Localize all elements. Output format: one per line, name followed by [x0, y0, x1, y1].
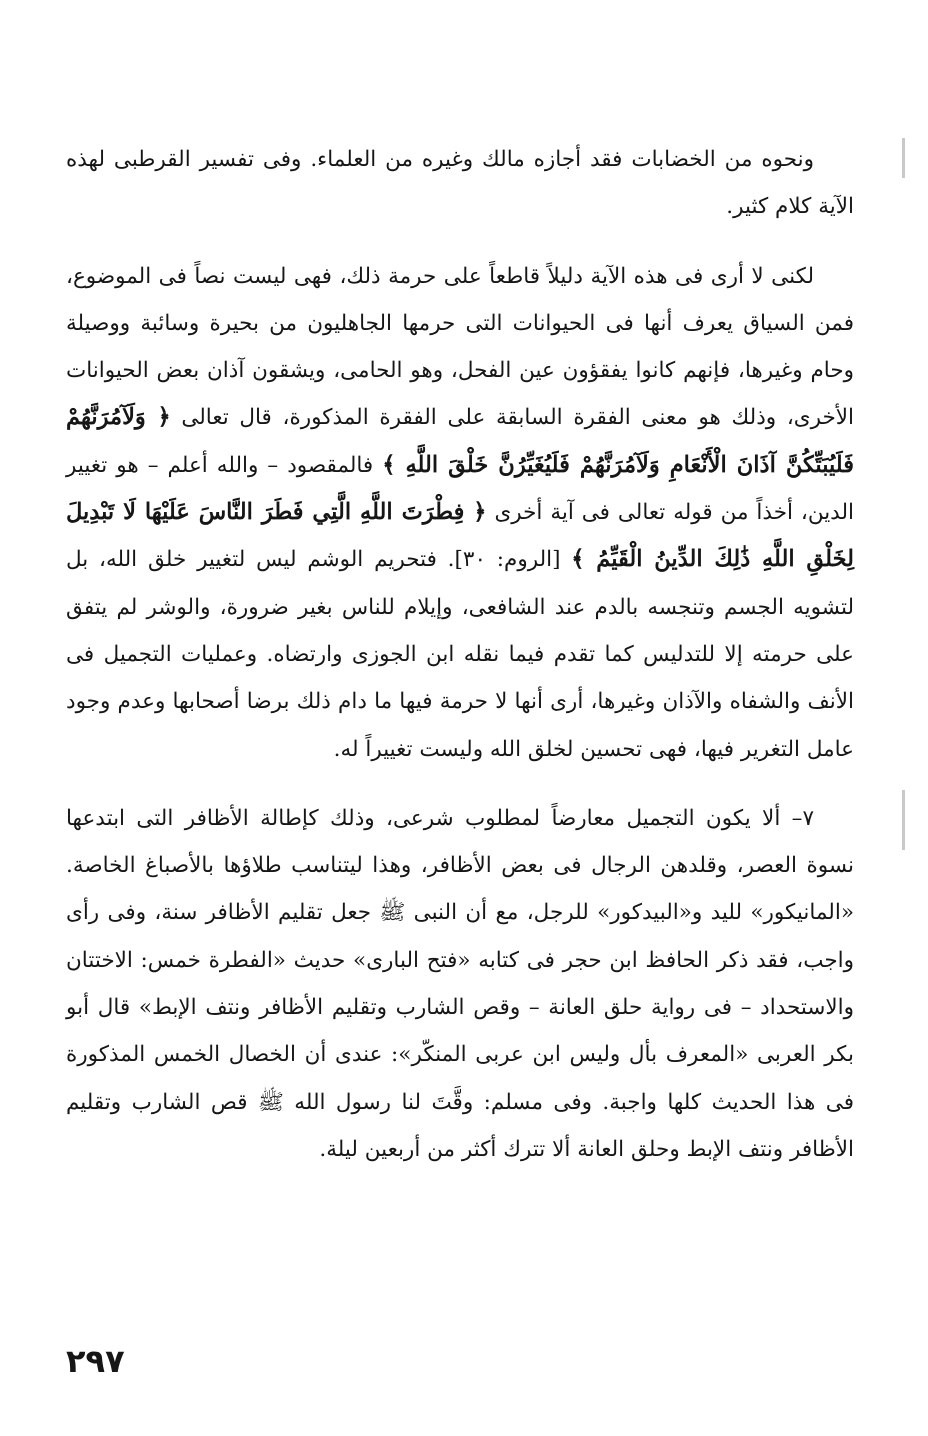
paragraph-2-part-b: فالمقصود – والله أعلم – هو تغيير الدين، أخذاً من قوله تعالى فى آية أخرى	[66, 452, 854, 526]
quran-verse-rum: ﴿ فِطْرَتَ اللَّهِ الَّتِي فَطَرَ النَّاسَ عَلَيْهَا لَا تَبْدِيلَ لِخَلْقِ اللَّهِ ذَٰلِكَ الدِّينُ الْقَيِّمُ ﴾	[66, 499, 854, 573]
paragraph-2	[66, 253, 854, 773]
paragraph-2-part-a: لكنى لا أرى فى هذه الآية دليلاً قاطعاً على حرمة ذلك، فهى ليست نصاً فى الموضوع، فمن السياق يعرف أنها فى الحيوانات التى حرمها الجاهليون من بحيرة وسائبة ووصيلة وحام وغيرها، فإنهم كانوا يفقؤون عين الفحل، وهو الحامى، ويشقون آذان بعض الحيوانات الأخرى، وذلك هو معنى الفقرة السابقة على الفقرة المذكورة، قال تعالى	[66, 263, 854, 431]
paragraph-1: ونحوه من الخضابات فقد أجازه مالك وغيره من العلماء. وفى تفسير القرطبى لهذه الآية كلام كثير.	[66, 147, 854, 220]
paragraph-2-part-c: [الروم: ٣٠]. فتحريم الوشم ليس لتغيير خلق الله، بل لتشويه الجسم وتنجسه بالدم عند الشافعى، وإيلام للناس بغير ضرورة، والوشر لم يتفق على حرمته إلا للتدليس كما تقدم فيما نقله ابن الجوزى وارتضاه. وعمليات التجميل فى الأنف والشفاه والآذان وغيرها، أرى أنها لا حرمة فيها ما دام ذلك برضا أصحابها وعدم وجود عامل التغرير فيها، فهى تحسين لخلق الله وليست تغييراً له.	[66, 547, 854, 762]
page-number: ٢٩٧	[66, 1342, 125, 1380]
scan-edge-mark	[902, 790, 905, 850]
body-text	[66, 136, 854, 1173]
scan-edge-mark	[902, 138, 905, 178]
quran-verse-nisa: ﴿ وَلَآمُرَنَّهُمْ فَلَيُبَتِّكُنَّ آذَانَ الْأَنْعَامِ وَلَآمُرَنَّهُمْ فَلَيُغَيِّرُنَّ خَلْقَ اللَّهِ ﴾	[66, 404, 854, 478]
paragraph-3: ٧– ألا يكون التجميل معارضاً لمطلوب شرعى، وذلك كإطالة الأظافر التى ابتدعها نسوة العصر، وقلدهن الرجال فى بعض الأظافر، وهذا ليتناسب طلاؤها بالأصباغ الخاصة. «المانيكور» لليد و«البيدكور» للرجل، مع أن النبى ﷺ جعل تقليم الأظافر سنة، وفى رأى واجب، فقد ذكر الحافظ ابن حجر فى كتابه «فتح البارى» حديث «الفطرة خمس: الاختتان والاستحداد – فى رواية حلق العانة – وقص الشارب وتقليم الأظافر ونتف الإبط» قال أبو بكر العربى «المعرف بأل وليس ابن عربى المنكّر»: عندى أن الخصال الخمس المذكورة فى هذا الحديث كلها واجبة. وفى مسلم: وقَّتَ لنا رسول الله ﷺ قص الشارب وتقليم الأظافر ونتف الإبط وحلق العانة ألا تترك أكثر من أربعين ليلة.	[66, 805, 854, 1162]
